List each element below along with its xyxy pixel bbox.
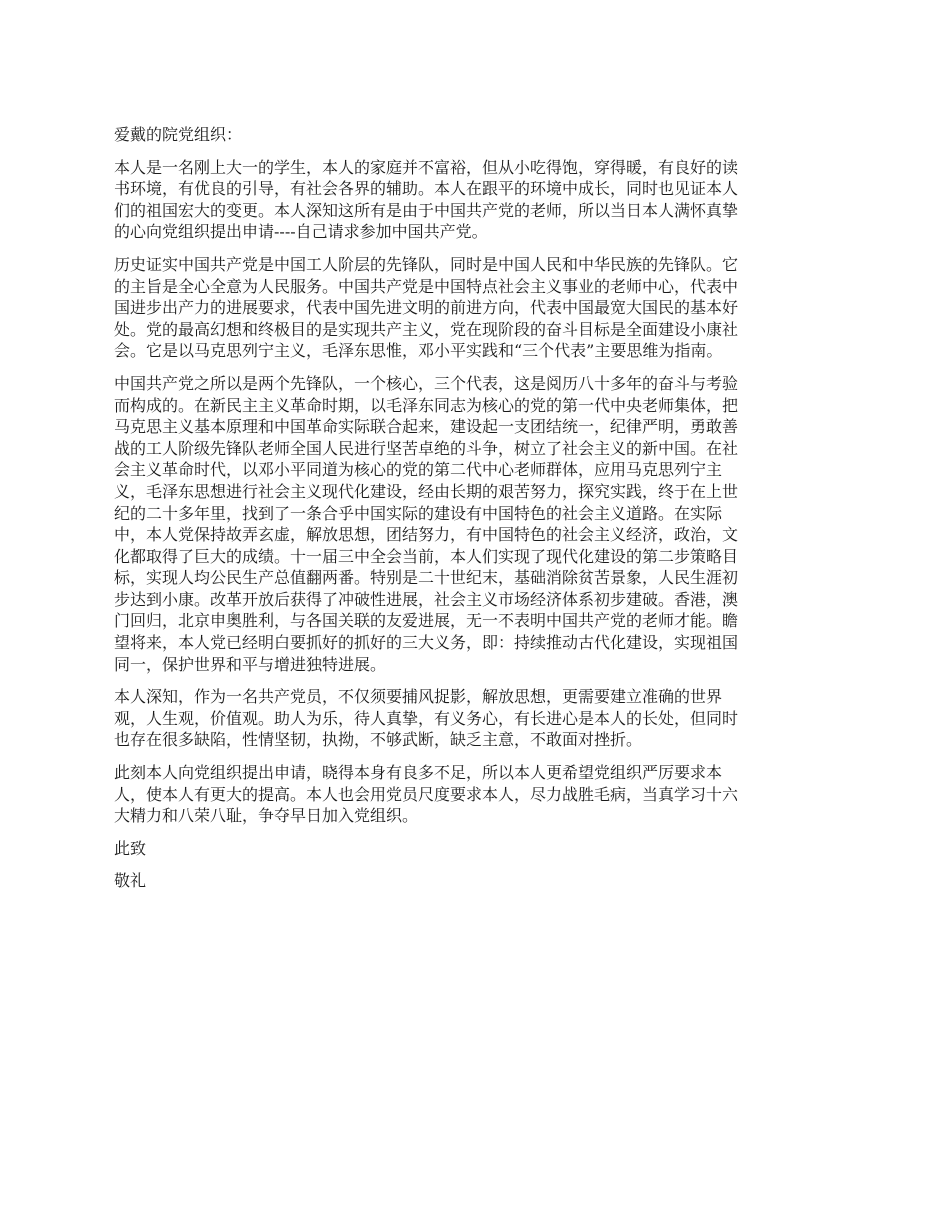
text-line: 处。党的最高幻想和终极目的是实现共产主义，党在现阶段的奋斗目标是全面建设小康社 bbox=[114, 319, 739, 339]
paragraph-4 bbox=[114, 686, 838, 751]
paragraph-2 bbox=[114, 254, 838, 362]
text-line: 们的祖国宏大的变更。本人深知这所有是由于中国共产党的老师，所以当日本人满怀真挚 bbox=[114, 200, 739, 220]
paragraph-3 bbox=[114, 373, 838, 675]
text-line: 标，实现人均公民生产总值翻两番。特别是二十世纪末，基础消除贫苦景象，人民生涯初 bbox=[114, 568, 739, 588]
text-line: 中，本人党保持故弄玄虚，解放思想，团结努力，有中国特色的社会主义经济，政治，文 bbox=[114, 525, 739, 545]
text-line: 同一，保护世界和平与增进独特进展。 bbox=[114, 654, 387, 674]
text-line: 的心向党组织提出申请----自己请求参加中国共产党。 bbox=[114, 222, 488, 242]
text-line: 国进步出产力的进展要求，代表中国先进文明的前进方向，代表中国最宽大国民的基本好 bbox=[114, 298, 739, 318]
paragraph-5 bbox=[114, 762, 838, 827]
text-line: 步达到小康。改革开放后获得了冲破性进展，社会主义市场经济体系初步建破。香港，澳 bbox=[114, 589, 739, 609]
salutation: 爱戴的院党组织： bbox=[114, 125, 243, 144]
text-line: 大精力和八荣八耻，争夺早日加入党组织。 bbox=[114, 806, 419, 826]
closing-ci-zhi: 此致 bbox=[114, 838, 147, 858]
text-line: 历史证实中国共产党是中国工人阶层的先锋队，同时是中国人民和中华民族的先锋队。它 bbox=[114, 254, 739, 274]
text-line: 纪的二十多年里，找到了一条合乎中国实际的建设有中国特色的社会主义道路。在实际 bbox=[114, 503, 723, 523]
text-line: 观，人生观，价值观。助人为乐，待人真挚，有义务心，有长进心是本人的长处，但同时 bbox=[114, 708, 739, 728]
text-line: 中国共产党之所以是两个先锋队，一个核心，三个代表，这是阅历八十多年的奋斗与考验 bbox=[114, 373, 739, 393]
text-line: 会主义革命时代，以邓小平同道为核心的党的第二代中心老师群体，应用马克思列宁主 bbox=[114, 460, 723, 480]
paragraph-1 bbox=[114, 157, 838, 243]
text-line: 化都取得了巨大的成绩。十一届三中全会当前，本人们实现了现代化建设的第二步策略目 bbox=[114, 546, 739, 566]
text-line: 而构成的。在新民主主义革命时期，以毛泽东同志为核心的党的第一代中央老师集体，把 bbox=[114, 395, 739, 415]
text-line: 义，毛泽东思想进行社会主义现代化建设，经由长期的艰苦努力，探究实践，终于在上世 bbox=[114, 481, 739, 501]
text-line: 本人深知，作为一名共产党员，不仅须要捕风捉影，解放思想，更需要建立准确的世界 bbox=[114, 687, 723, 707]
closing-jing-li: 敬礼 bbox=[114, 871, 147, 891]
text-line: 本人是一名刚上大一的学生，本人的家庭并不富裕，但从小吃得饱，穿得暖，有良好的读 bbox=[114, 157, 739, 177]
text-line: 会。它是以马克思列宁主义，毛泽东思惟，邓小平实践和“三个代表”主要思维为指南。 bbox=[114, 341, 723, 361]
text-line: 马克思主义基本原理和中国革命实际联合起来，建设起一支团结统一，纪律严明，勇敢善 bbox=[114, 417, 739, 437]
text-line: 战的工人阶级先锋队老师全国人民进行坚苦卓绝的斗争，树立了社会主义的新中国。在社 bbox=[114, 438, 739, 458]
letter-body bbox=[114, 124, 838, 903]
text-line: 此刻本人向党组织提出申请，晓得本身有良多不足，所以本人更希望党组织严厉要求本 bbox=[114, 763, 723, 783]
text-line: 也存在很多缺陷，性情坚韧，执拗，不够武断，缺乏主意，不敢面对挫折。 bbox=[114, 730, 643, 750]
text-line: 人，使本人有更大的提高。本人也会用党员尺度要求本人，尽力战胜毛病，当真学习十六 bbox=[114, 784, 739, 804]
text-line: 门回归，北京申奥胜利，与各国关联的友爱进展，无一不表明中国共产党的老师才能。瞻 bbox=[114, 611, 739, 631]
text-line: 书环境，有优良的引导，有社会各界的辅助。本人在跟平的环境中成长，同时也见证本人 bbox=[114, 179, 739, 199]
text-line: 的主旨是全心全意为人民服务。中国共产党是中国特点社会主义事业的老师中心，代表中 bbox=[114, 276, 739, 296]
text-line: 望将来，本人党已经明白要抓好的抓好的三大义务，即：持续推动古代化建设，实现祖国 bbox=[114, 633, 739, 653]
